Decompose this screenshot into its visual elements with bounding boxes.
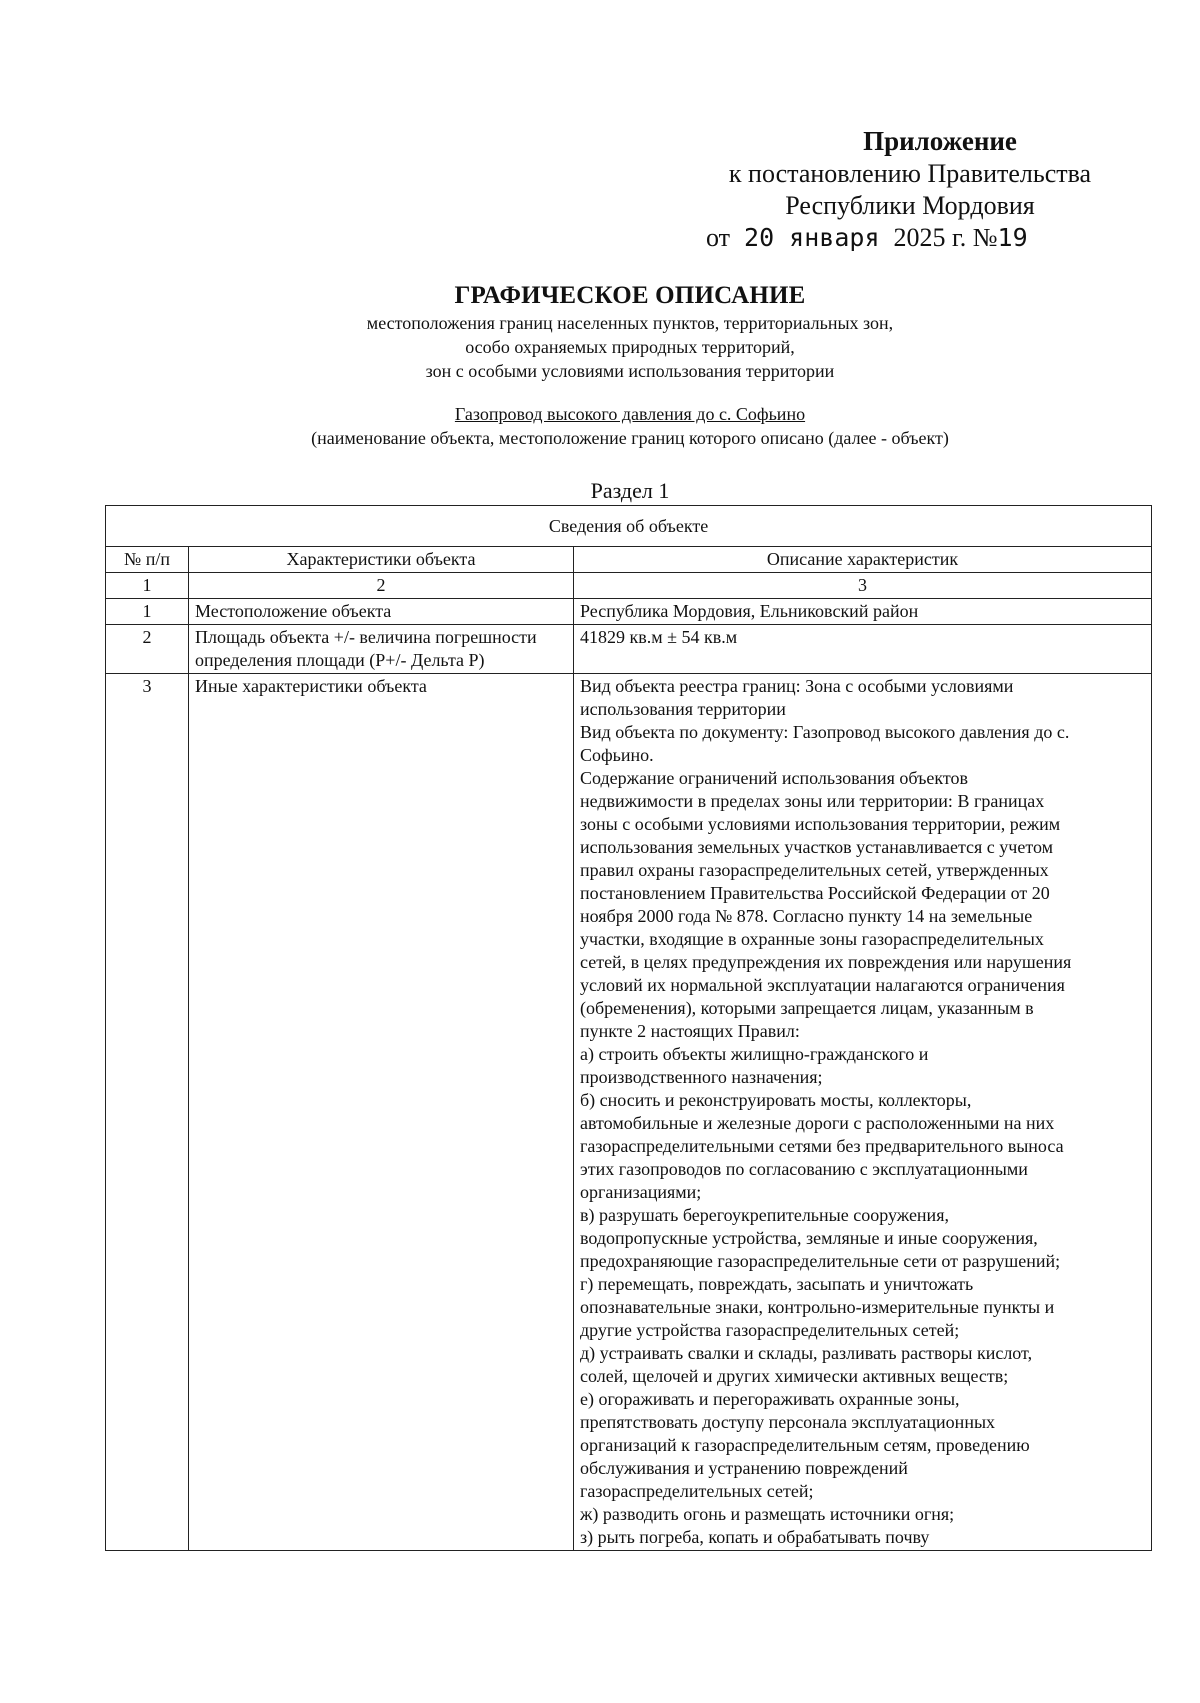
column-number-row [106,573,1152,599]
description-line: з) рыть погреба, копать и обрабатывать почву [580,1527,930,1547]
description-line: е) огораживать и перегораживать охранные зоны, [580,1389,960,1409]
description-line: недвижимости в пределах зоны или территории: В границах [580,791,1045,811]
date-year: 2025 г. № [893,223,998,252]
description-line: постановлением Правительства Российской Федерации от 20 [580,883,1050,903]
description-line: использования земельных участков устанавливается с учетом [580,837,1054,857]
description-line: в) разрушать берегоукрепительные сооружения, [580,1205,949,1225]
description-line: препятствовать доступу персонала эксплуатационных [580,1412,996,1432]
subtitle-line: особо охраняемых природных территорий, [465,337,795,357]
description-line: предохраняющие газораспределительные сети от разрушений; [580,1251,1061,1271]
description-line: автомобильные и железные дороги с расположенными на них [580,1113,1055,1133]
description-line: этих газопроводов по согласованию с эксплуатационными [580,1159,1028,1179]
object-info-table [105,505,1152,1551]
table-row [106,674,1152,1551]
subtitle-line: местоположения границ населенных пунктов, территориальных зон, [366,313,894,333]
description-line: Содержание ограничений использования объектов [580,768,969,788]
description-line: ж) разводить огонь и размещать источники огня; [580,1504,955,1524]
description-line: Вид объекта по документу: Газопровод высокого давления до с. [580,722,1070,742]
description-line: организаций к газораспределительным сетям, проведению [580,1435,1030,1455]
description-line: сетей, в целях предупреждения их повреждения или нарушения [580,952,1072,972]
row-characteristic: Площадь объекта +/- величина погрешности определения площади (P+/- Дельта P) [189,625,574,674]
description-line: (обременения), которыми запрещается лицам, указанным в [580,998,1034,1018]
description-line: газораспределительными сетями без предварительного выноса [580,1136,1064,1156]
description-line: другие устройства газораспределительных сетей; [580,1320,960,1340]
description-line: пункте 2 настоящих Правил: [580,1021,800,1041]
row-number: 2 [106,625,189,674]
object-name: Газопровод высокого давления до с. Софьино [454,404,806,424]
description-line: солей, щелочей и других химически активных веществ; [580,1366,1009,1386]
table-caption: Сведения об объекте [106,506,1152,547]
description-line: а) строить объекты жилищно-гражданского и [580,1044,929,1064]
row-description: Республика Мордовия, Ельниковский район [574,599,1152,625]
description-line: водопропускные устройства, земляные и иные сооружения, [580,1228,1038,1248]
row-description: 41829 кв.м ± 54 кв.м [574,625,1152,674]
description-line: условий их нормальной эксплуатации налагаются ограничения [580,975,1065,995]
section-label: Раздел 1 [590,478,670,503]
row-number: 1 [106,599,189,625]
description-line: газораспределительных сетей; [580,1481,814,1501]
description-line: ноября 2000 года № 878. Согласно пункту 14 на земельные [580,906,1033,926]
row-description [574,674,1152,1551]
object-name-note: (наименование объекта, местоположение границ которого описано (далее - объект) [311,428,949,448]
appendix-title: Приложение [863,126,1017,156]
subtitle-line: зон с особыми условиями использования территории [425,361,835,381]
description-line: производственного назначения; [580,1067,823,1087]
table-header-row [106,547,1152,573]
decree-date-line [706,222,1028,254]
description-line: д) устраивать свалки и склады, разливать растворы кислот, [580,1343,1033,1363]
description-line: правил охраны газораспределительных сетей, утвержденных [580,860,1049,880]
description-line: Вид объекта реестра границ: Зона с особыми условиями [580,676,1014,696]
appendix-header [690,124,1130,222]
table-row [106,599,1152,625]
column-number: 2 [189,573,574,599]
description-line: опознавательные знаки, контрольно-измерительные пункты и [580,1297,1055,1317]
document-subtitle [0,311,1200,383]
row-number: 3 [106,674,189,1551]
description-line: участки, входящие в охранные зоны газораспределительных [580,929,1044,949]
column-number: 1 [106,573,189,599]
decree-number: 19 [997,223,1028,252]
description-line: Софьино. [580,745,654,765]
description-line: обслуживания и устранению повреждений [580,1458,908,1478]
column-header: Характеристики объекта [189,547,574,573]
description-line: зоны с особыми условиями использования территории, режим [580,814,1061,834]
description-line: использования территории [580,699,786,719]
date-day-month: 20 января [744,223,880,252]
column-number: 3 [574,573,1152,599]
date-prefix: от [706,223,731,252]
description-line: организациями; [580,1182,702,1202]
column-header: № п/п [106,547,189,573]
column-header: Описание характеристик [574,547,1152,573]
appendix-line-2: Республики Мордовия [785,191,1035,220]
row-characteristic: Местоположение объекта [189,599,574,625]
row-characteristic: Иные характеристики объекта [189,674,574,1551]
description-line: б) сносить и реконструировать мосты, коллекторы, [580,1090,972,1110]
table-row [106,625,1152,674]
appendix-line-1: к постановлению Правительства [728,159,1092,188]
description-line: г) перемещать, повреждать, засыпать и уничтожать [580,1274,974,1294]
document-title: ГРАФИЧЕСКОЕ ОПИСАНИЕ [454,282,806,309]
object-name-block [0,402,1200,450]
